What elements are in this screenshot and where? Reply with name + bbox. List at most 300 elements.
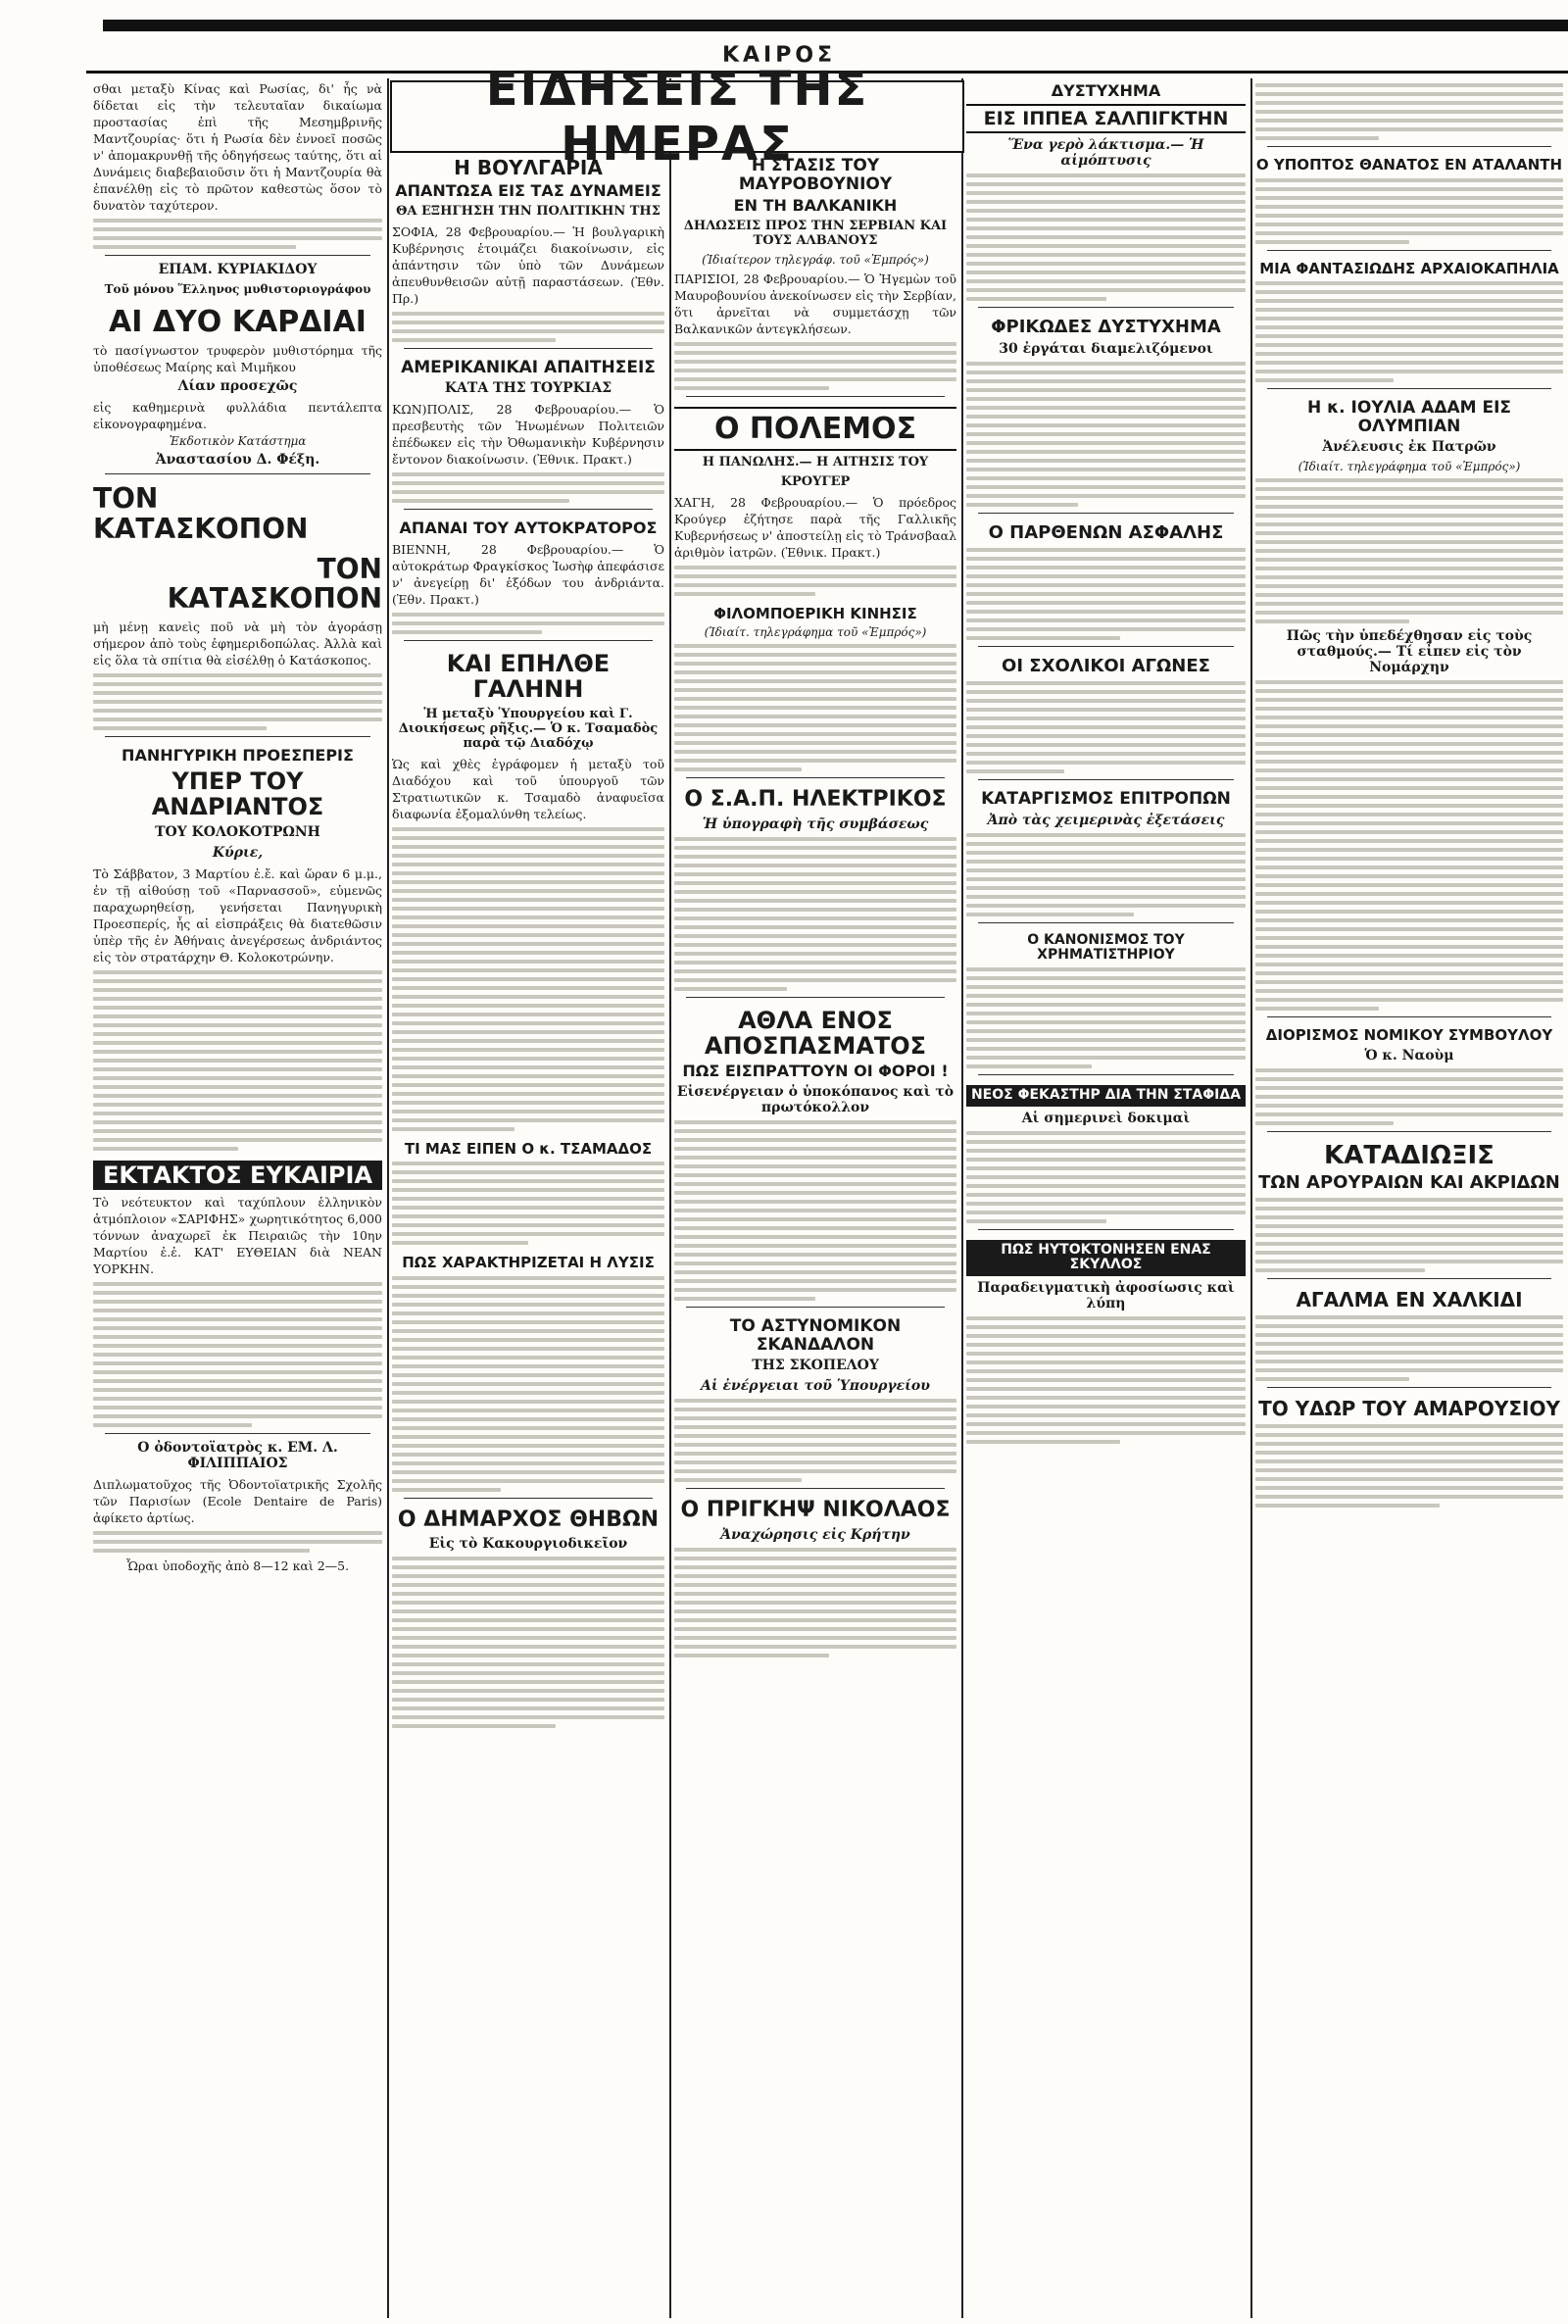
text-line-placeholder — [674, 1253, 956, 1257]
text-line-placeholder — [392, 1565, 664, 1569]
text-line-placeholder — [1255, 945, 1563, 949]
text-line-placeholder — [1255, 101, 1563, 105]
text-line-placeholder — [392, 1609, 664, 1613]
text-line-placeholder — [392, 1127, 514, 1131]
text-line-placeholder — [674, 1408, 956, 1411]
text-line-placeholder — [1255, 1315, 1563, 1319]
text-line-placeholder — [392, 1118, 664, 1122]
text-line-placeholder — [674, 934, 956, 938]
text-line-placeholder — [1255, 1486, 1563, 1490]
section-divider — [978, 1074, 1234, 1075]
text-line-placeholder — [1255, 954, 1563, 958]
text-line-placeholder — [1255, 378, 1394, 382]
text-line-placeholder — [392, 1311, 664, 1315]
text-line-placeholder — [392, 854, 664, 858]
text-line-placeholder — [1255, 1086, 1563, 1090]
text-line-placeholder — [392, 321, 664, 324]
text-line-placeholder — [674, 767, 802, 771]
text-line-placeholder — [674, 1173, 956, 1177]
text-line-placeholder — [1255, 795, 1563, 799]
text-line-placeholder — [1255, 768, 1563, 772]
text-line-placeholder — [966, 895, 1246, 899]
text-line-placeholder — [966, 379, 1246, 383]
text-line-placeholder — [674, 723, 956, 727]
text-line-placeholder — [966, 548, 1246, 552]
text-line-placeholder — [966, 1193, 1246, 1197]
text-line-placeholder — [93, 1353, 382, 1357]
text-line-placeholder — [966, 1184, 1246, 1188]
text-line-placeholder — [392, 1294, 664, 1298]
text-line-placeholder — [674, 1147, 956, 1151]
text-line-placeholder — [966, 557, 1246, 561]
text-line-placeholder — [674, 1583, 956, 1587]
text-line-placeholder — [966, 904, 1246, 908]
text-line-placeholder — [674, 987, 787, 991]
text-line-placeholder — [392, 1170, 664, 1174]
subheadline: ΔΗΛΩΣΕΙΣ ΠΡΟΣ ΤΗΝ ΣΕΡΒΙΑΝ ΚΑΙ ΤΟΥΣ ΑΛΒΑΝΟΥΣ — [683, 218, 948, 248]
text-line-placeholder — [1255, 733, 1563, 737]
text-line-placeholder — [966, 1202, 1246, 1206]
text-line-placeholder — [1255, 821, 1563, 825]
text-line-placeholder — [1255, 299, 1563, 303]
text-line-placeholder — [674, 741, 956, 745]
text-line-placeholder — [1255, 1477, 1563, 1481]
text-line-placeholder — [674, 837, 956, 841]
text-line-placeholder — [392, 338, 556, 342]
text-line-placeholder — [392, 1092, 664, 1096]
text-line-placeholder — [93, 1103, 382, 1107]
text-line-placeholder — [93, 1344, 382, 1348]
text-line-placeholder — [1255, 1104, 1563, 1108]
text-line-placeholder — [966, 226, 1246, 230]
text-line-placeholder — [674, 732, 956, 736]
ad-publisher: Ἐκδοτικὸν Κατάστημα — [169, 434, 307, 448]
text-line-placeholder — [674, 1120, 956, 1124]
text-line-placeholder — [674, 759, 956, 763]
text-line-placeholder — [1255, 980, 1563, 984]
text-line-placeholder — [966, 690, 1246, 694]
headline: Ο ΠΑΡΘΕΝΩΝ ΑΣΦΑΛΗΣ — [988, 522, 1224, 544]
text-line-placeholder — [93, 1335, 382, 1339]
text-line-placeholder — [1255, 110, 1563, 114]
text-line-placeholder — [392, 1426, 664, 1430]
ad-text: μὴ μένῃ κανεὶς ποῦ νὰ μὴ τὸν ἀγοράσῃ σήμερον ἀπὸ τοὺς ἐφημεριδοπώλας. Ἀλλὰ καὶ εἰς ὅλα τὰ σπίτια θὰ εἰσέλθῃ ὁ Κατάσκοπος. — [93, 619, 382, 668]
column-3 — [674, 155, 956, 2316]
section-divider — [1267, 146, 1551, 147]
text-line-placeholder — [93, 988, 382, 992]
text-line-placeholder — [966, 592, 1246, 596]
article-text: ΣΟΦΙΑ, 28 Φεβρουαρίου.— Ἡ βουλγαρικὴ Κυβέρνησις ἑτοιμάζει διακοίνωσιν, εἰς ἀπάντησιν τῶν ὑπὸ τῶν Δυνάμεων ἀπευθυνθεισῶν αὐτῇ παραστάσεων. (Ἐθν. Πρ.) — [392, 223, 664, 306]
text-line-placeholder — [966, 708, 1246, 712]
headline: ΚΑΤΑΔΙΩΞΙΣ — [1324, 1140, 1494, 1170]
text-line-placeholder — [966, 1047, 1246, 1051]
text-line-placeholder — [966, 468, 1246, 471]
text-line-placeholder — [93, 1067, 382, 1071]
text-line-placeholder — [1255, 187, 1563, 191]
column-rule — [387, 78, 389, 2318]
column-5 — [1255, 78, 1563, 2318]
text-line-placeholder — [1255, 936, 1563, 940]
text-line-placeholder — [674, 1209, 956, 1212]
section-divider — [1267, 1131, 1551, 1132]
text-line-placeholder — [392, 1470, 664, 1474]
text-line-placeholder — [674, 342, 956, 346]
text-line-placeholder — [966, 574, 1246, 578]
text-line-placeholder — [1255, 611, 1563, 615]
text-line-placeholder — [966, 833, 1246, 837]
section-divider — [978, 779, 1234, 780]
text-line-placeholder — [392, 481, 664, 485]
text-line-placeholder — [392, 1110, 664, 1113]
text-line-placeholder — [1255, 1342, 1563, 1346]
section-divider — [978, 922, 1234, 923]
section-divider — [105, 255, 370, 256]
text-line-placeholder — [1255, 478, 1563, 482]
ad-title: ΕΠΑΜ. ΚΥΡΙΑΚΙΔΟΥ — [158, 262, 318, 277]
text-line-placeholder — [392, 1206, 664, 1210]
text-line-placeholder — [966, 1316, 1246, 1320]
text-line-placeholder — [392, 1645, 664, 1649]
text-line-placeholder — [392, 1698, 664, 1702]
ad-text: τὸ πασίγνωστον τρυφερὸν μυθιστόρημα τῆς ὑποθέσεως Μαίρης καὶ Μιμῆκου — [93, 343, 382, 374]
headline: ΑΘΛΑ ΕΝΟΣ ΑΠΟΣΠΑΣΜΑΤΟΣ — [704, 1006, 927, 1061]
text-line-placeholder — [966, 262, 1246, 266]
text-line-placeholder — [674, 1416, 956, 1420]
text-line-placeholder — [1255, 830, 1563, 834]
text-line-placeholder — [93, 700, 382, 704]
text-line-placeholder — [966, 371, 1246, 374]
text-line-placeholder — [966, 1131, 1246, 1135]
text-line-placeholder — [392, 1329, 664, 1333]
text-line-placeholder — [966, 1175, 1246, 1179]
text-line-placeholder — [674, 908, 956, 912]
text-line-placeholder — [1255, 549, 1563, 553]
headline: ΠΩΣ ΧΑΡΑΚΤΗΡΙΖΕΤΑΙ Η ΛΥΣΙΣ — [402, 1254, 655, 1272]
text-line-placeholder — [966, 1396, 1246, 1400]
text-line-placeholder — [392, 1179, 664, 1183]
text-line-placeholder — [93, 1041, 382, 1045]
text-line-placeholder — [1255, 1442, 1563, 1446]
text-line-placeholder — [1255, 205, 1563, 209]
ad-hours: Ὧραι ὑποδοχῆς ἀπὸ 8—12 καὶ 2—5. — [125, 1558, 350, 1573]
text-line-placeholder — [1255, 883, 1563, 887]
article-text: ΒΙΕΝΝΗ, 28 Φεβρουαρίου.— Ὁ αὐτοκράτωρ Φραγκίσκος Ἰωσὴφ ἀπεφάσισε ν' ἀνεγείρῃ δι' ἐξόδων του ἀνδριάντα. (Ἐθν. Πρακτ.) — [392, 541, 664, 607]
text-line-placeholder — [966, 886, 1246, 890]
text-line-placeholder — [674, 969, 956, 973]
text-line-placeholder — [674, 925, 956, 929]
text-line-placeholder — [966, 1440, 1120, 1444]
text-line-placeholder — [674, 1226, 956, 1230]
headline: ΑΠΑΝΤΩΣΑ ΕΙΣ ΤΑΣ ΔΥΝΑΜΕΙΣ — [395, 181, 662, 200]
text-line-placeholder — [674, 662, 956, 666]
text-line-placeholder — [1255, 496, 1563, 500]
section-divider — [686, 997, 945, 998]
headline: ΤΟ ΑΣΤΥΝΟΜΙΚΟΝ ΣΚΑΝΔΑΛΟΝ — [729, 1316, 902, 1355]
text-line-placeholder — [674, 943, 956, 947]
headline: ΔΙΟΡΙΣΜΟΣ ΝΟΜΙΚΟΥ ΣΥΜΒΟΥΛΟΥ — [1265, 1026, 1553, 1045]
text-line-placeholder — [674, 1399, 956, 1403]
text-line-placeholder — [674, 1645, 956, 1649]
text-line-placeholder — [1255, 1242, 1563, 1246]
subheadline: Εἰσενέργειαν ὁ ὑποκόπανος καὶ τὸ πρωτόκολλον — [676, 1084, 955, 1116]
text-line-placeholder — [966, 173, 1246, 177]
text-line-placeholder — [1255, 1077, 1563, 1081]
text-line-placeholder — [1255, 1007, 1379, 1011]
text-line-placeholder — [392, 986, 664, 990]
headline: ΑΓΑΛΜΑ ΕΝ ΧΑΛΚΙΔΙ — [1296, 1288, 1523, 1312]
ad-headline: ΤΟΝ ΚΑΤΑΣΚΟΠΟΝ — [93, 482, 309, 545]
text-line-placeholder — [1255, 1360, 1563, 1363]
section-divider — [686, 1488, 945, 1489]
text-line-placeholder — [1255, 892, 1563, 896]
text-line-placeholder — [966, 388, 1246, 392]
text-line-placeholder — [966, 1140, 1246, 1144]
text-line-placeholder — [392, 1083, 664, 1087]
subheadline: Αἱ σημερινεὶ δοκιμαὶ — [1021, 1110, 1191, 1126]
text-line-placeholder — [674, 1200, 956, 1204]
text-line-placeholder — [1255, 505, 1563, 509]
text-line-placeholder — [674, 864, 956, 867]
text-line-placeholder — [392, 1223, 664, 1227]
headline: Ο Σ.Α.Π. ΗΛΕΚΤΡΙΚΟΣ — [684, 787, 947, 813]
text-line-placeholder — [93, 1309, 382, 1312]
text-line-placeholder — [1255, 1324, 1563, 1328]
text-line-placeholder — [392, 1197, 664, 1201]
text-line-placeholder — [1255, 989, 1563, 993]
text-line-placeholder — [93, 1059, 382, 1063]
section-divider — [1267, 1387, 1551, 1388]
text-line-placeholder — [966, 209, 1246, 213]
text-line-placeholder — [392, 1488, 501, 1492]
text-line-placeholder — [1255, 680, 1563, 684]
text-line-placeholder — [966, 1413, 1246, 1417]
text-line-placeholder — [1255, 240, 1409, 244]
section-divider — [105, 1433, 370, 1434]
text-line-placeholder — [392, 915, 664, 919]
ad-text: εἰς καθημερινὰ φυλλάδια πεντάλεπτα εἰκονογραφημένα. — [93, 400, 382, 431]
text-line-placeholder — [93, 1014, 382, 1018]
text-line-placeholder — [674, 1138, 956, 1142]
column-rule — [1250, 78, 1252, 2318]
text-line-placeholder — [966, 1325, 1246, 1329]
subheadline: Ἕνα γερὸ λάκτισμα.— Ἡ αἱμόπτυσις — [1007, 137, 1204, 170]
text-line-placeholder — [674, 1279, 956, 1283]
ad-headline: ΤΟΝ ΚΑΤΑΣΚΟΠΟΝ — [167, 552, 382, 616]
text-line-placeholder — [674, 1460, 956, 1464]
text-line-placeholder — [1255, 1333, 1563, 1337]
text-line-placeholder — [966, 253, 1246, 257]
text-line-placeholder — [1255, 1368, 1563, 1372]
text-line-placeholder — [1255, 857, 1563, 861]
text-line-placeholder — [966, 1056, 1246, 1060]
text-line-placeholder — [1255, 334, 1563, 338]
text-line-placeholder — [674, 1443, 956, 1447]
subheadline: ΤΗΣ ΣΚΟΠΕΛΟΥ — [752, 1358, 879, 1374]
section-divider — [978, 1229, 1234, 1230]
ad-headline: ΕΚΤΑΚΤΟΣ ΕΥΚΑΙΡΙΑ — [93, 1161, 382, 1190]
article-text: σθαι μεταξὺ Κίνας καὶ Ρωσίας, δι' ἧς νὰ δίδεται εἰς τὴν τελευταῖαν δικαίωμα προστασίας ἐπὶ τῆς Μεσημβρινῆς Μαντζουρίας· ὅτι ἡ Ρωσία δὲν ἐννοεῖ ποσῶς ν' ἀπομακρυνθῇ τῆς ὁδηγήσεως ταύτης, ὅτι αἱ Δυνάμεις διαβεβαιοῦσιν ὅτι ἡ Μαντζουρία θὰ ἐπανέλθῃ εἰς τὸ πρῶτον καθεστὼς ὅσον τὸ δυνατὸν ταχύτερον. — [93, 81, 382, 213]
text-line-placeholder — [966, 877, 1246, 881]
text-line-placeholder — [674, 377, 956, 381]
text-line-placeholder — [93, 997, 382, 1001]
text-line-placeholder — [966, 1431, 1246, 1435]
text-line-placeholder — [392, 968, 664, 972]
headline: Ο ΥΠΟΠΤΟΣ ΘΑΝΑΤΟΣ ΕΝ ΑΤΑΛΑΝΤΗ — [1255, 156, 1563, 173]
subheadline: ΚΑΤΑ ΤΗΣ ΤΟΥΡΚΙΑΣ — [444, 380, 612, 397]
text-line-placeholder — [1255, 619, 1409, 623]
headline: ΚΑΙ ΕΠΗΛΘΕ ΓΑΛΗΝΗ — [446, 649, 611, 704]
text-line-placeholder — [392, 1364, 664, 1368]
text-line-placeholder — [966, 717, 1246, 720]
text-line-placeholder — [674, 1270, 956, 1274]
text-line-placeholder — [966, 432, 1246, 436]
dateline: (Ἰδιαίτ. τηλεγράφημα τοῦ «Ἐμπρός») — [1298, 460, 1521, 474]
text-line-placeholder — [392, 621, 664, 625]
text-line-placeholder — [93, 1379, 382, 1383]
text-line-placeholder — [966, 868, 1246, 872]
text-line-placeholder — [1255, 751, 1563, 755]
text-line-placeholder — [674, 1627, 956, 1631]
column-1 — [93, 78, 382, 2318]
text-line-placeholder — [1255, 136, 1379, 140]
text-line-placeholder — [966, 1360, 1246, 1364]
section-divider — [1267, 388, 1551, 389]
text-line-placeholder — [966, 1012, 1246, 1015]
headline: ΝΕΟΣ ΦΕΚΑΣΤΗΡ ΔΙΑ ΤΗΝ ΣΤΑΦΙΔΑ — [966, 1085, 1246, 1106]
text-line-placeholder — [674, 1288, 956, 1292]
text-line-placeholder — [966, 583, 1246, 587]
text-line-placeholder — [966, 913, 1134, 916]
ad-title: Ο ὀδοντοϊατρὸς κ. ΕΜ. Λ. ΦΙΛΙΠΠΑΙΟΣ — [137, 1439, 338, 1471]
headline: Ο ΚΑΝΟΝΙΣΜΟΣ ΤΟΥ ΧΡΗΜΑΤΙΣΤΗΡΙΟΥ — [1027, 931, 1185, 963]
text-line-placeholder — [966, 985, 1246, 989]
text-line-placeholder — [674, 1548, 956, 1552]
text-line-placeholder — [674, 1164, 956, 1168]
text-line-placeholder — [93, 1397, 382, 1401]
text-line-placeholder — [1255, 689, 1563, 693]
text-line-placeholder — [392, 1004, 664, 1008]
text-line-placeholder — [674, 1156, 956, 1160]
headline: ΤΟ ΥΔΩΡ ΤΟΥ ΑΜΑΡΟΥΣΙΟΥ — [1258, 1397, 1560, 1421]
text-line-placeholder — [674, 715, 956, 718]
subheadline: Ἀναχώρησις εἰς Κρήτην — [720, 1526, 910, 1543]
text-line-placeholder — [392, 1373, 664, 1377]
text-line-placeholder — [674, 1434, 956, 1438]
text-line-placeholder — [674, 1636, 956, 1640]
text-line-placeholder — [392, 880, 664, 884]
banner-title: ΕΙΔΗΣΕΙΣ ΤΗΣ ΗΜΕΡΑΣ — [485, 62, 869, 172]
subheadline: Ἡ μεταξὺ Ὑπουργείου καὶ Γ. Διοικήσεως ρῆξις.— Ὁ κ. Τσαμαδὸς παρὰ τῷ Διαδόχῳ — [398, 706, 659, 751]
text-line-placeholder — [966, 601, 1246, 605]
section-divider — [978, 307, 1234, 308]
text-line-placeholder — [392, 933, 664, 937]
subheadline: Αἱ ἐνέργειαι τοῦ Ὑπουργείου — [701, 1378, 930, 1395]
text-line-placeholder — [392, 1654, 664, 1657]
text-line-placeholder — [93, 245, 296, 249]
text-line-placeholder — [1255, 1260, 1563, 1263]
text-line-placeholder — [392, 942, 664, 946]
text-line-placeholder — [966, 743, 1246, 747]
text-line-placeholder — [1255, 290, 1563, 294]
text-line-placeholder — [1255, 1495, 1563, 1499]
text-line-placeholder — [966, 769, 1064, 773]
text-line-placeholder — [392, 1285, 664, 1289]
text-line-placeholder — [392, 1671, 664, 1675]
text-line-placeholder — [1255, 1121, 1394, 1125]
text-line-placeholder — [674, 351, 956, 355]
text-line-placeholder — [1255, 1198, 1563, 1202]
text-line-placeholder — [392, 1039, 664, 1043]
headline: ΕΙΣ ΙΠΠΕΑ ΣΑΛΠΙΓΚΤΗΝ — [966, 104, 1246, 134]
text-line-placeholder — [674, 961, 956, 964]
text-line-placeholder — [392, 995, 664, 999]
text-line-placeholder — [1255, 874, 1563, 878]
text-line-placeholder — [1255, 119, 1563, 123]
text-line-placeholder — [1255, 1095, 1563, 1099]
headline: ΠΩΣ ΗΥΤΟΚΤΟΝΗΣΕΝ ΕΝΑΣ ΣΚΥΛΛΟΣ — [966, 1240, 1246, 1276]
text-line-placeholder — [674, 644, 956, 648]
text-line-placeholder — [966, 636, 1120, 640]
text-line-placeholder — [392, 1557, 664, 1560]
text-line-placeholder — [392, 977, 664, 981]
text-line-placeholder — [674, 1297, 815, 1301]
text-line-placeholder — [1255, 1468, 1563, 1472]
text-line-placeholder — [1255, 352, 1563, 356]
text-line-placeholder — [674, 1244, 956, 1248]
text-line-placeholder — [1255, 343, 1563, 347]
text-line-placeholder — [1255, 361, 1563, 365]
subheadline: Παραδειγματικὴ ἀφοσίωσις καὶ λύπη — [977, 1279, 1235, 1311]
subheadline: ΚΡΟΥΓΕΡ — [780, 473, 851, 489]
section-divider — [105, 736, 370, 737]
text-line-placeholder — [392, 499, 569, 503]
text-line-placeholder — [1255, 1451, 1563, 1455]
subheadline: Εἰς τὸ Κακουργιοδικεῖον — [428, 1535, 628, 1552]
text-line-placeholder — [1255, 1207, 1563, 1211]
text-line-placeholder — [674, 697, 956, 701]
text-line-placeholder — [966, 734, 1246, 738]
headline: ΦΡΙΚΩΔΕΣ ΔΥΣΤΥΧΗΜΑ — [991, 317, 1221, 338]
headline: ΤΙ ΜΑΣ ΕΙΠΕΝ Ο κ. ΤΣΑΜΑΔΟΣ — [404, 1139, 653, 1158]
text-line-placeholder — [392, 1188, 664, 1192]
text-line-placeholder — [1255, 575, 1563, 579]
top-rule — [103, 20, 1568, 31]
text-line-placeholder — [93, 227, 382, 231]
text-line-placeholder — [392, 863, 664, 866]
text-line-placeholder — [1255, 777, 1563, 781]
column-rule — [961, 78, 963, 2318]
text-line-placeholder — [966, 994, 1246, 998]
text-line-placeholder — [93, 1326, 382, 1330]
text-line-placeholder — [392, 613, 664, 617]
text-line-placeholder — [93, 1414, 382, 1418]
section-divider — [404, 509, 653, 510]
text-line-placeholder — [392, 871, 664, 875]
text-line-placeholder — [674, 899, 956, 903]
section-divider — [404, 640, 653, 641]
text-line-placeholder — [966, 415, 1246, 419]
text-line-placeholder — [392, 1618, 664, 1622]
text-line-placeholder — [1255, 716, 1563, 719]
text-line-placeholder — [674, 1235, 956, 1239]
column-rule — [669, 78, 671, 2318]
headline: ΦΙΛΟΜΠΟΕΡΙΚΗ ΚΙΝΗΣΙΣ — [713, 604, 917, 622]
section-divider — [686, 1307, 945, 1308]
text-line-placeholder — [392, 845, 664, 849]
headline: ΥΠΕΡ ΤΟΥ ΑΝΔΡΙΑΝΤΟΣ — [151, 766, 324, 821]
ad-note: Λίαν προσεχῶς — [177, 378, 298, 394]
text-line-placeholder — [93, 1540, 382, 1544]
